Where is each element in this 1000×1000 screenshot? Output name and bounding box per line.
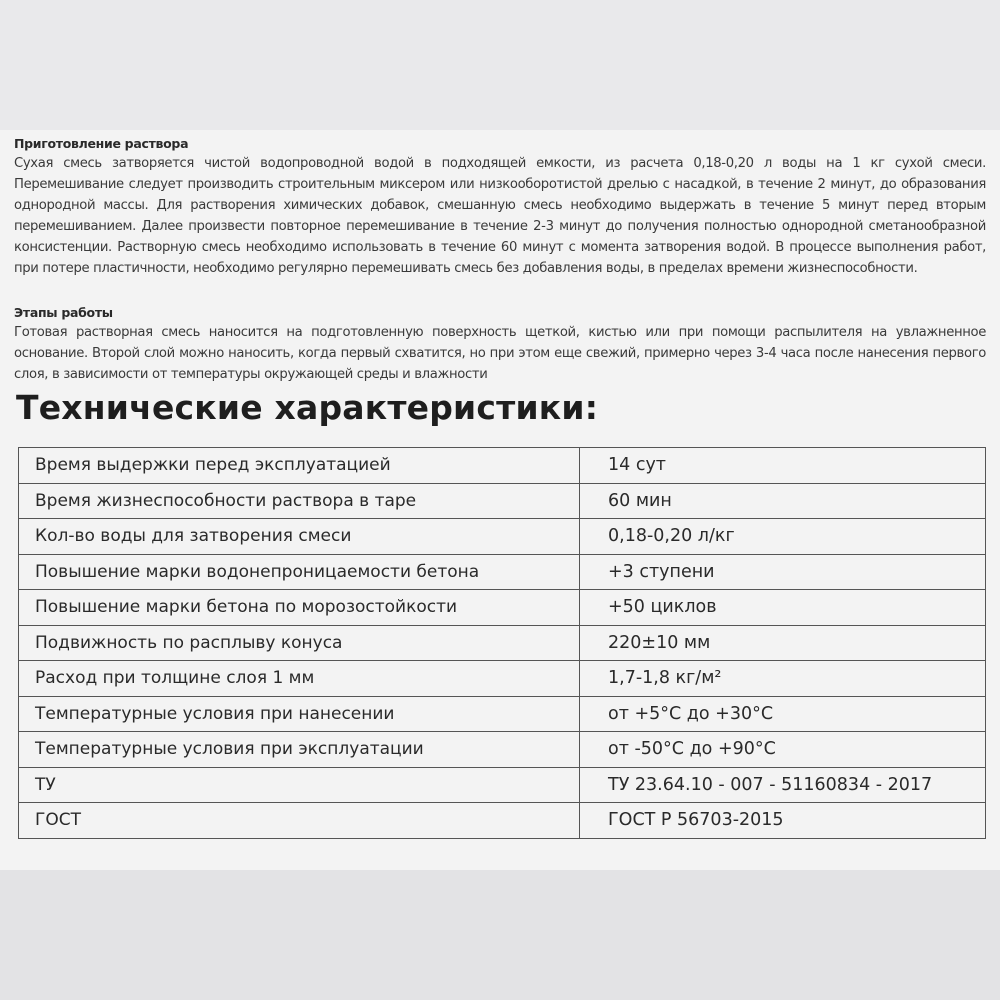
spec-name: Расход при толщине слоя 1 мм [19,661,580,697]
section-heading-preparation: Приготовление раствора [14,136,189,151]
spec-name: Подвижность по расплыву конуса [19,625,580,661]
section-text-preparation: Сухая смесь затворяется чистой водопроводной водой в подходящей емкости, из расчета 0,18-0,20 л воды на 1 кг сухой смеси. Перемешивание следует производить строительным миксером или низкооборотистой дрелью с насадкой, в течение 2 минут, до образования однородной массы. Для растворения химических добавок, смешанную смесь необходимо выдержать в течение 5 минут перед вторым перемешиванием. Далее произвести повторное перемешивание в течение 2-3 минут до получения полностью однородной сметанообразной консистенции. Растворную смесь необходимо использовать в течение 60 минут с момента затворения водой. В процессе выполнения работ, при потере пластичности, необходимо регулярно перемешивать смесь без добавления воды, в пределах времени жизнеспособности. [14,156,986,276]
spec-name: Повышение марки водонепроницаемости бетона [19,554,580,590]
spec-name: Время жизнеспособности раствора в таре [19,483,580,519]
spec-value: 14 сут [580,448,986,484]
spec-row [19,554,986,590]
spec-row [19,483,986,519]
spec-value: от +5°С до +30°С [580,696,986,732]
spec-row [19,519,986,555]
spec-value: +3 ступени [580,554,986,590]
spec-row [19,767,986,803]
spec-name: Кол-во воды для затворения смеси [19,519,580,555]
spec-name: Повышение марки бетона по морозостойкости [19,590,580,626]
spec-value: 220±10 мм [580,625,986,661]
section-text-stages: Готовая растворная смесь наносится на подготовленную поверхность щеткой, кистью или при помощи распылителя на увлажненное основание. Второй слой можно наносить, когда первый схватится, но при этом еще свежий, примерно через 3-4 часа после нанесения первого слоя, в зависимости от температуры окружающей среды и влажности [14,325,986,382]
spec-value: от -50°С до +90°С [580,732,986,768]
spec-value: 60 мин [580,483,986,519]
specs-title: Технические характеристики: [16,388,599,427]
spec-name: ТУ [19,767,580,803]
spec-row [19,696,986,732]
section-heading-stages: Этапы работы [14,305,113,320]
specs-table [18,447,986,839]
spec-row [19,590,986,626]
spec-row [19,803,986,839]
background-top [0,0,1000,130]
spec-value: +50 циклов [580,590,986,626]
spec-row [19,448,986,484]
spec-name: Температурные условия при нанесении [19,696,580,732]
spec-name: ГОСТ [19,803,580,839]
background-bottom [0,870,1000,1000]
spec-value: 0,18-0,20 л/кг [580,519,986,555]
spec-name: Время выдержки перед эксплуатацией [19,448,580,484]
spec-value: ТУ 23.64.10 - 007 - 51160834 - 2017 [580,767,986,803]
spec-row [19,732,986,768]
spec-row [19,661,986,697]
spec-name: Температурные условия при эксплуатации [19,732,580,768]
spec-value: ГОСТ Р 56703-2015 [580,803,986,839]
spec-value: 1,7-1,8 кг/м² [580,661,986,697]
spec-row [19,625,986,661]
